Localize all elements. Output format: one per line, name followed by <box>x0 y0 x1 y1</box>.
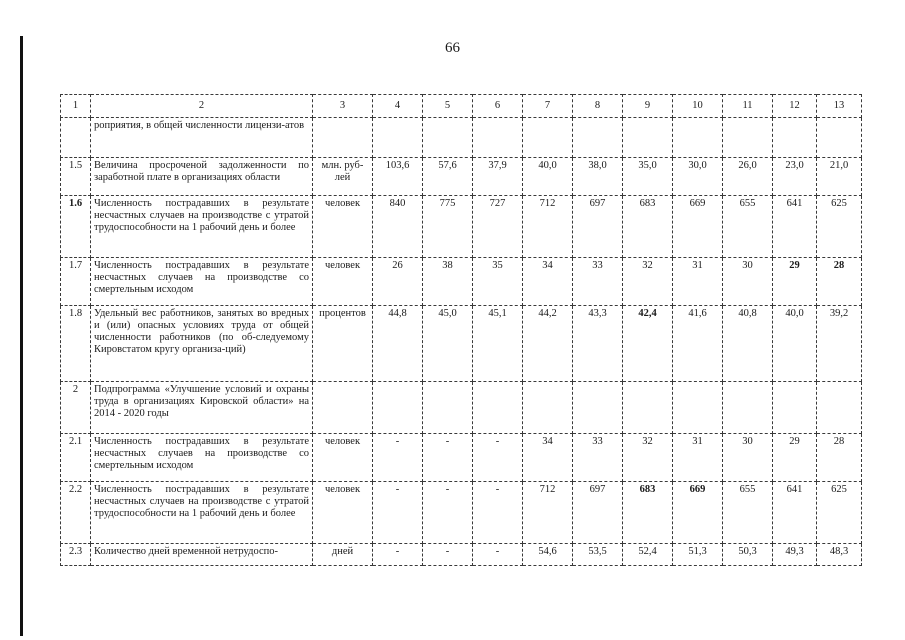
margin-line <box>20 36 23 636</box>
value-cell: - <box>473 544 523 566</box>
table-header-row <box>61 95 862 118</box>
value-cell: 840 <box>373 196 423 258</box>
value-cell: 669 <box>673 482 723 544</box>
value-cell: 35,0 <box>623 158 673 196</box>
indicator-name: Количество дней временной нетрудоспо- <box>91 544 313 566</box>
unit-cell: млн. руб-лей <box>313 158 373 196</box>
value-cell: 30,0 <box>673 158 723 196</box>
value-cell: - <box>423 482 473 544</box>
value-cell: 54,6 <box>523 544 573 566</box>
value-cell: 669 <box>673 196 723 258</box>
header-cell: 6 <box>473 95 523 118</box>
value-cell: 697 <box>573 482 623 544</box>
header-cell: 4 <box>373 95 423 118</box>
header-cell: 5 <box>423 95 473 118</box>
value-cell <box>817 382 862 434</box>
value-cell: 40,0 <box>523 158 573 196</box>
row-number <box>61 118 91 158</box>
value-cell: 33 <box>573 434 623 482</box>
value-cell: 28 <box>817 434 862 482</box>
header-cell: 9 <box>623 95 673 118</box>
header-cell: 2 <box>91 95 313 118</box>
value-cell: 34 <box>523 434 573 482</box>
value-cell: 712 <box>523 196 573 258</box>
value-cell: 712 <box>523 482 573 544</box>
unit-cell <box>313 118 373 158</box>
header-cell: 3 <box>313 95 373 118</box>
value-cell <box>673 382 723 434</box>
value-cell: 775 <box>423 196 473 258</box>
value-cell: 103,6 <box>373 158 423 196</box>
value-cell: 31 <box>673 258 723 306</box>
value-cell: 57,6 <box>423 158 473 196</box>
value-cell: 31 <box>673 434 723 482</box>
value-cell: 32 <box>623 258 673 306</box>
value-cell: - <box>373 544 423 566</box>
indicator-name: Численность пострадавших в результате несчастных случаев на производстве с утратой трудоспособности на 1 рабочий день и более <box>91 482 313 544</box>
value-cell: 45,0 <box>423 306 473 382</box>
value-cell <box>573 118 623 158</box>
header-cell: 10 <box>673 95 723 118</box>
value-cell: - <box>473 434 523 482</box>
value-cell: 30 <box>723 258 773 306</box>
unit-cell: процентов <box>313 306 373 382</box>
value-cell: 29 <box>773 434 817 482</box>
value-cell: 697 <box>573 196 623 258</box>
table-row <box>61 196 862 258</box>
unit-cell: дней <box>313 544 373 566</box>
value-cell: - <box>423 434 473 482</box>
row-number: 1.5 <box>61 158 91 196</box>
value-cell: 28 <box>817 258 862 306</box>
value-cell <box>817 118 862 158</box>
value-cell: 683 <box>623 482 673 544</box>
value-cell: 26 <box>373 258 423 306</box>
value-cell: 641 <box>773 482 817 544</box>
value-cell: 44,8 <box>373 306 423 382</box>
header-cell: 8 <box>573 95 623 118</box>
value-cell: 655 <box>723 196 773 258</box>
value-cell: 39,2 <box>817 306 862 382</box>
value-cell <box>723 118 773 158</box>
header-cell: 7 <box>523 95 573 118</box>
unit-cell <box>313 382 373 434</box>
value-cell: - <box>473 482 523 544</box>
row-number: 1.6 <box>61 196 91 258</box>
value-cell <box>373 382 423 434</box>
value-cell: 49,3 <box>773 544 817 566</box>
value-cell: - <box>423 544 473 566</box>
value-cell <box>473 118 523 158</box>
unit-cell: человек <box>313 196 373 258</box>
value-cell: 41,6 <box>673 306 723 382</box>
value-cell <box>573 382 623 434</box>
value-cell <box>473 382 523 434</box>
value-cell: 625 <box>817 196 862 258</box>
value-cell: 50,3 <box>723 544 773 566</box>
value-cell <box>623 382 673 434</box>
page-number: 66 <box>445 40 460 56</box>
unit-cell: человек <box>313 482 373 544</box>
indicator-name: роприятия, в общей численности лицензи-атов <box>91 118 313 158</box>
value-cell: 43,3 <box>573 306 623 382</box>
table-row <box>61 118 862 158</box>
value-cell: 44,2 <box>523 306 573 382</box>
value-cell: 30 <box>723 434 773 482</box>
value-cell: 29 <box>773 258 817 306</box>
indicator-table <box>60 94 862 566</box>
value-cell: 683 <box>623 196 673 258</box>
value-cell: 23,0 <box>773 158 817 196</box>
table-row <box>61 382 862 434</box>
value-cell: 21,0 <box>817 158 862 196</box>
value-cell: 53,5 <box>573 544 623 566</box>
table-row <box>61 306 862 382</box>
value-cell: 40,0 <box>773 306 817 382</box>
indicator-name: Подпрограмма «Улучшение условий и охраны труда в организациях Кировской области» на 2014 - 2020 годы <box>91 382 313 434</box>
value-cell: 48,3 <box>817 544 862 566</box>
value-cell: 45,1 <box>473 306 523 382</box>
row-number: 1.8 <box>61 306 91 382</box>
value-cell: 51,3 <box>673 544 723 566</box>
value-cell <box>423 118 473 158</box>
value-cell: 37,9 <box>473 158 523 196</box>
value-cell <box>773 382 817 434</box>
value-cell <box>623 118 673 158</box>
table-row <box>61 434 862 482</box>
value-cell: 32 <box>623 434 673 482</box>
indicator-name: Численность пострадавших в результате несчастных случаев на производстве со смертельным исходом <box>91 258 313 306</box>
value-cell: 38 <box>423 258 473 306</box>
header-cell: 11 <box>723 95 773 118</box>
header-cell: 12 <box>773 95 817 118</box>
value-cell: 727 <box>473 196 523 258</box>
row-number: 1.7 <box>61 258 91 306</box>
value-cell: 34 <box>523 258 573 306</box>
row-number: 2.3 <box>61 544 91 566</box>
value-cell: 52,4 <box>623 544 673 566</box>
value-cell: 33 <box>573 258 623 306</box>
row-number: 2 <box>61 382 91 434</box>
indicator-name: Численность пострадавших в результате несчастных случаев на производстве с утратой трудоспособности на 1 рабочий день и более <box>91 196 313 258</box>
value-cell: 35 <box>473 258 523 306</box>
value-cell: - <box>373 434 423 482</box>
table-row <box>61 158 862 196</box>
unit-cell: человек <box>313 434 373 482</box>
value-cell <box>723 382 773 434</box>
table-row <box>61 544 862 566</box>
value-cell: 655 <box>723 482 773 544</box>
table-row <box>61 258 862 306</box>
value-cell: 641 <box>773 196 817 258</box>
indicator-name: Численность пострадавших в результате несчастных случаев на производстве со смертельным исходом <box>91 434 313 482</box>
value-cell <box>423 382 473 434</box>
value-cell <box>523 382 573 434</box>
value-cell: - <box>373 482 423 544</box>
header-cell: 1 <box>61 95 91 118</box>
value-cell <box>523 118 573 158</box>
value-cell: 625 <box>817 482 862 544</box>
indicator-name: Величина просроченой задолженности по заработной плате в организациях области <box>91 158 313 196</box>
value-cell <box>673 118 723 158</box>
header-cell: 13 <box>817 95 862 118</box>
value-cell: 40,8 <box>723 306 773 382</box>
table-row <box>61 482 862 544</box>
indicator-name: Удельный вес работников, занятых во вредных и (или) опасных условиях труда от общей численности работников (по об-следуемому Кировстатом кругу организа-ций) <box>91 306 313 382</box>
value-cell: 42,4 <box>623 306 673 382</box>
row-number: 2.1 <box>61 434 91 482</box>
unit-cell: человек <box>313 258 373 306</box>
value-cell <box>373 118 423 158</box>
value-cell: 26,0 <box>723 158 773 196</box>
row-number: 2.2 <box>61 482 91 544</box>
value-cell: 38,0 <box>573 158 623 196</box>
value-cell <box>773 118 817 158</box>
